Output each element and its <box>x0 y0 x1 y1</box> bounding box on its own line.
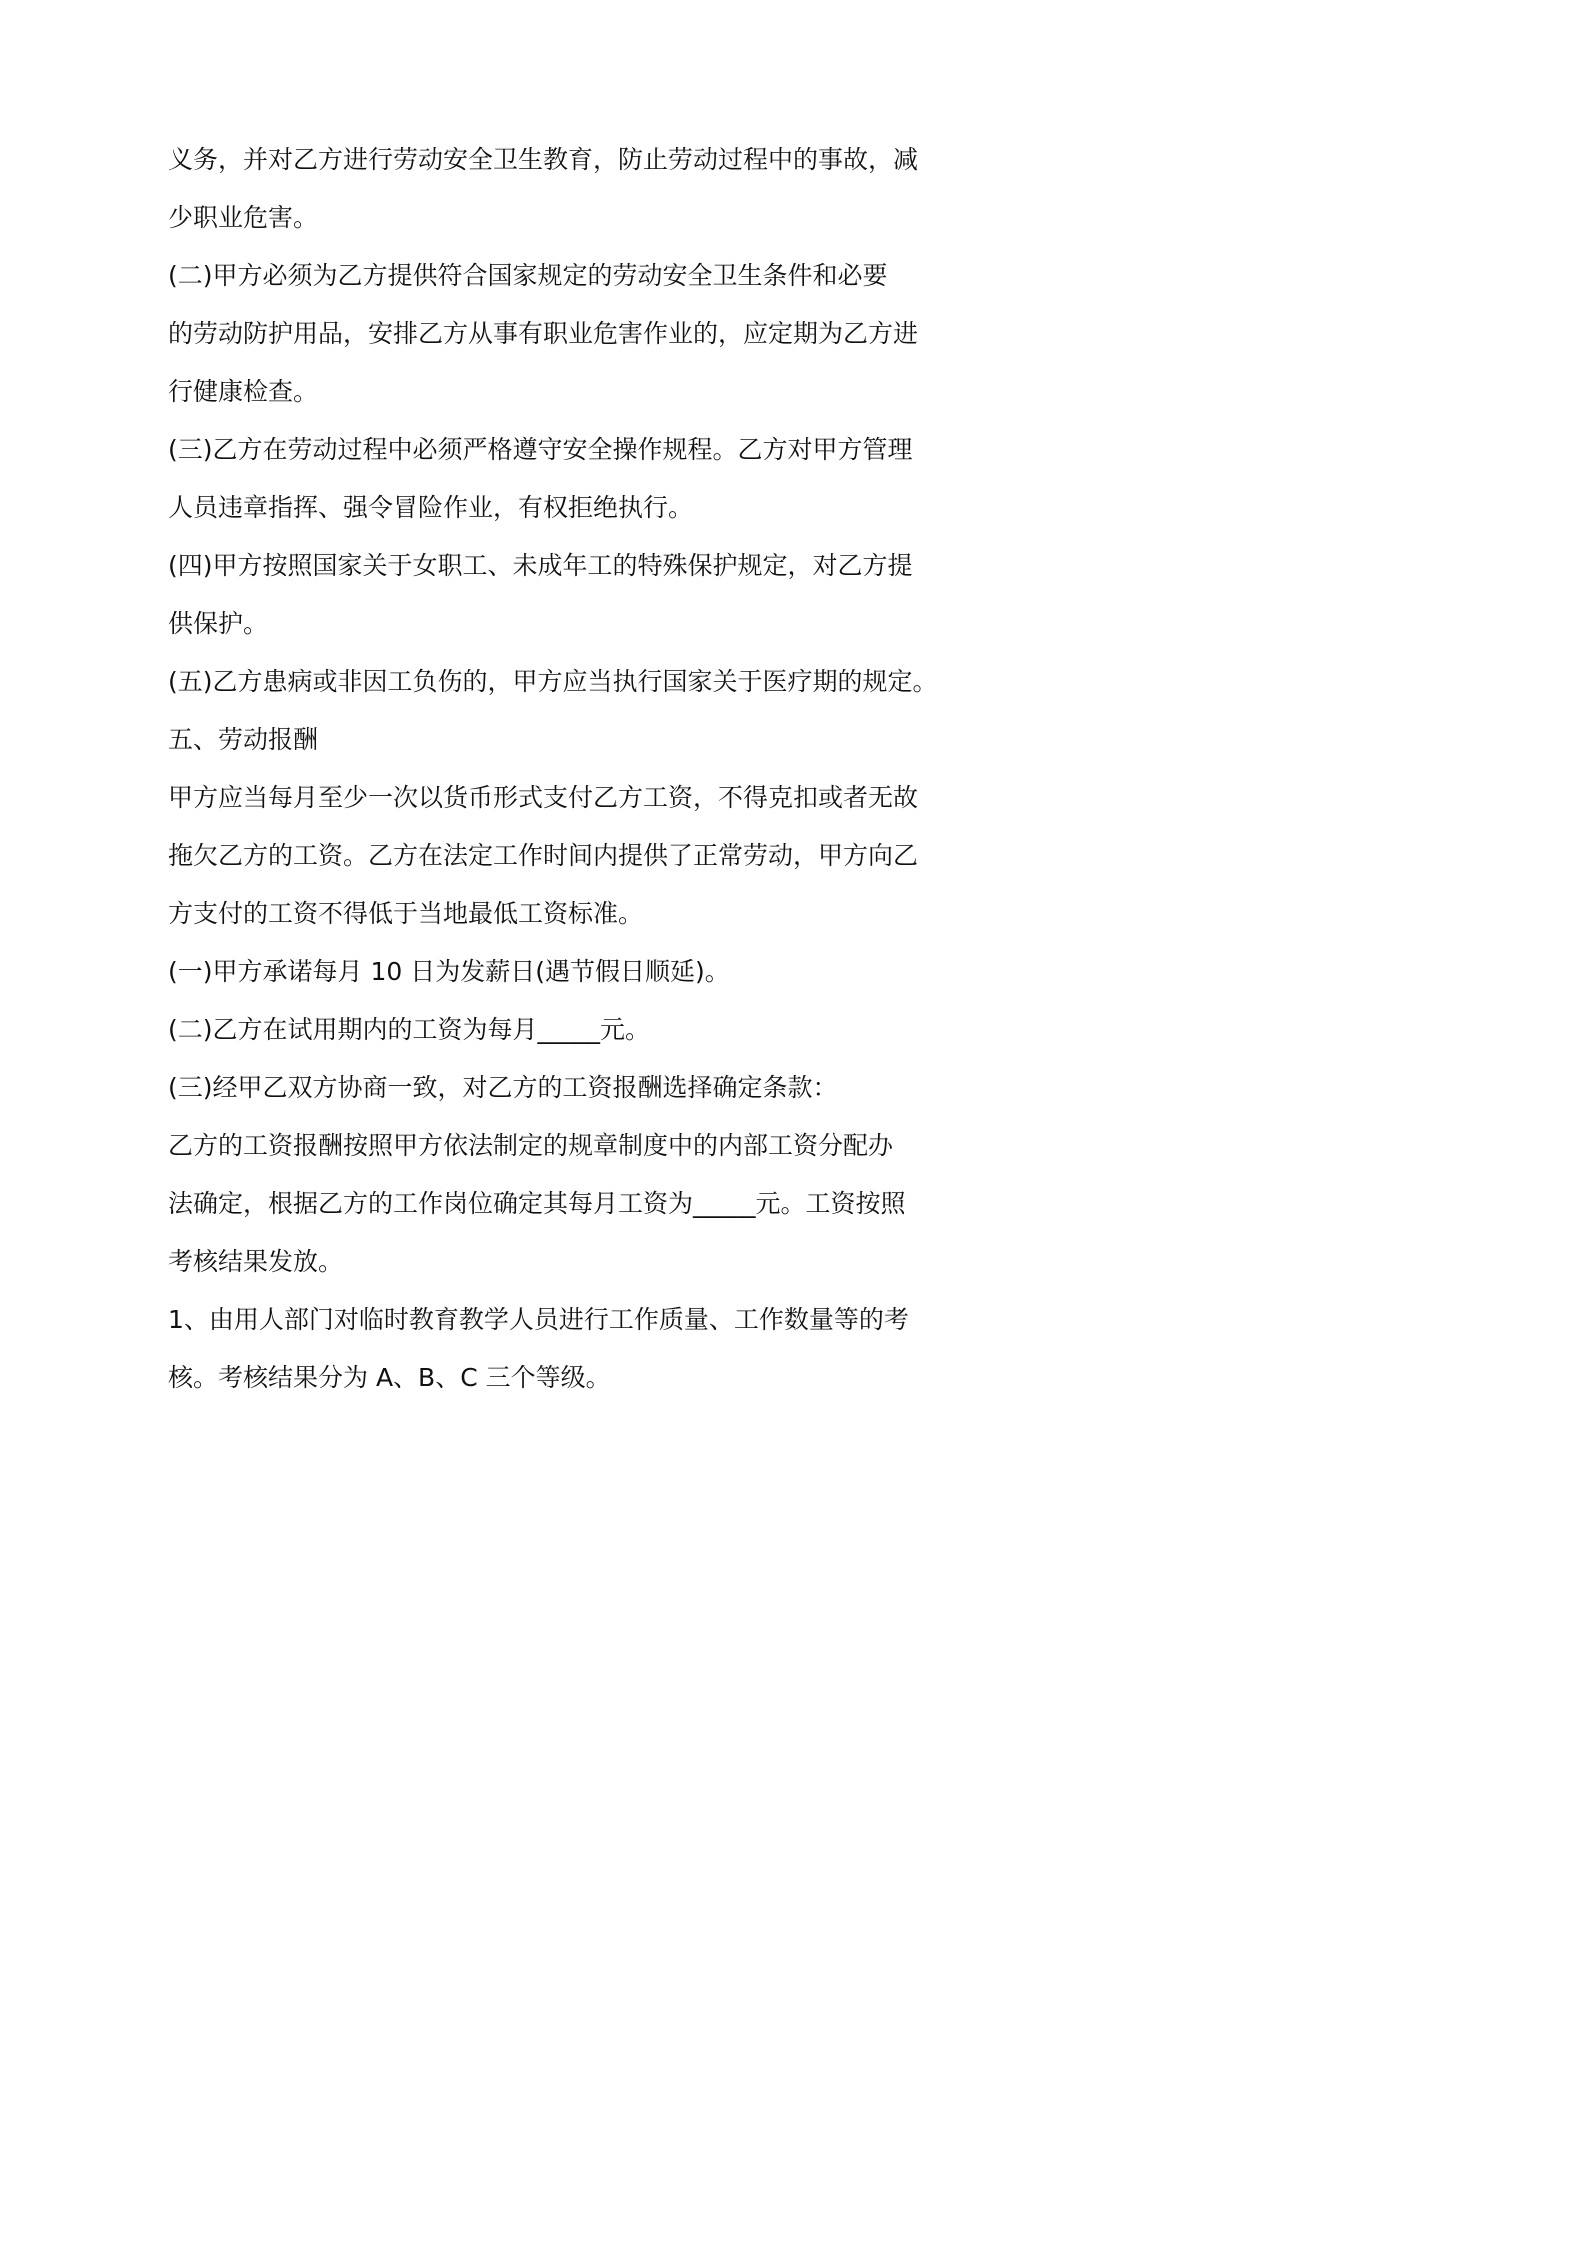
text-line: (一)甲方承诺每月 10 日为发薪日(遇节假日顺延)。 <box>168 957 730 986</box>
text-line: (五)乙方患病或非因工负伤的，甲方应当执行国家关于医疗期的规定。 <box>168 667 938 696</box>
text-line: 拖欠乙方的工资。乙方在法定工作时间内提供了正常劳动，甲方向乙 <box>168 841 919 870</box>
text-line: 1、由用人部门对临时教育教学人员进行工作质量、工作数量等的考 <box>168 1305 909 1334</box>
text-line: (四)甲方按照国家关于女职工、未成年工的特殊保护规定，对乙方提 <box>168 551 913 580</box>
text-line: 考核结果发放。 <box>168 1247 344 1276</box>
text-line: (三)乙方在劳动过程中必须严格遵守安全操作规程。乙方对甲方管理 <box>168 435 913 464</box>
text-line: 核。考核结果分为 A、B、C 三个等级。 <box>168 1363 611 1392</box>
section-heading: 五、劳动报酬 <box>168 725 319 754</box>
text-line: 义务，并对乙方进行劳动安全卫生教育，防止劳动过程中的事故，减 <box>168 145 919 174</box>
text-line: 乙方的工资报酬按照甲方依法制定的规章制度中的内部工资分配办 <box>168 1131 894 1160</box>
text-line: 少职业危害。 <box>168 203 319 232</box>
text-line: 供保护。 <box>168 609 269 638</box>
text-line: 甲方应当每月至少一次以货币形式支付乙方工资，不得克扣或者无故 <box>168 783 919 812</box>
text-line: (二)乙方在试用期内的工资为每月_____元。 <box>168 1015 651 1044</box>
text-line: 法确定，根据乙方的工作岗位确定其每月工资为_____元。工资按照 <box>168 1189 906 1218</box>
text-line: (二)甲方必须为乙方提供符合国家规定的劳动安全卫生条件和必要 <box>168 261 888 290</box>
text-line: (三)经甲乙双方协商一致，对乙方的工资报酬选择确定条款： <box>168 1073 838 1102</box>
text-line: 的劳动防护用品，安排乙方从事有职业危害作业的，应定期为乙方进 <box>168 319 919 348</box>
document-page <box>0 0 1103 1560</box>
text-line: 方支付的工资不得低于当地最低工资标准。 <box>168 899 644 928</box>
text-line: 行健康检查。 <box>168 377 319 406</box>
text-line: 人员违章指挥、强令冒险作业，有权拒绝执行。 <box>168 493 694 522</box>
